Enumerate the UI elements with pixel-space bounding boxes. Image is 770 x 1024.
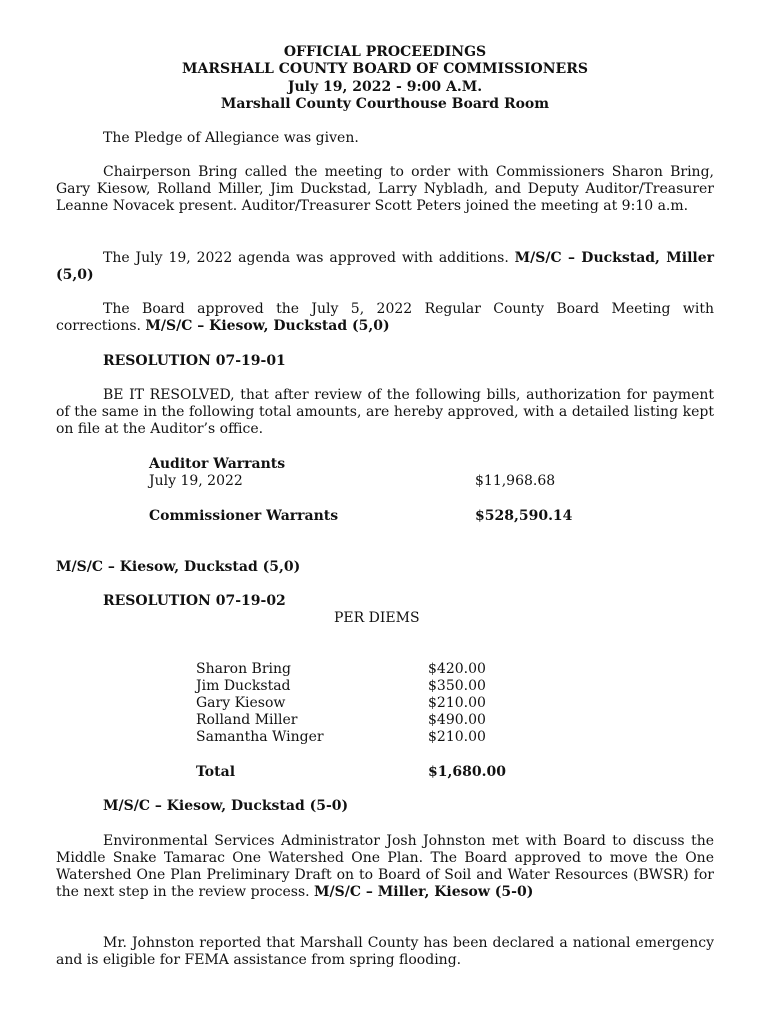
pledge-paragraph: The Pledge of Allegiance was given. xyxy=(103,130,359,146)
per-diem-name: Gary Kiesow xyxy=(196,695,286,711)
resolution-1-motion: M/S/C – Kiesow, Duckstad (5,0) xyxy=(56,559,301,575)
resolution-2-motion: M/S/C – Kiesow, Duckstad (5-0) xyxy=(103,798,349,814)
per-diem-name: Jim Duckstad xyxy=(196,678,291,694)
commissioner-warrants-label: Commissioner Warrants xyxy=(149,508,339,524)
agenda-paragraph xyxy=(56,250,714,284)
agenda-motion: M/S/C – Duckstad, Miller (5,0) xyxy=(56,250,714,283)
per-diem-name: Sharon Bring xyxy=(196,661,291,677)
header-title: OFFICIAL PROCEEDINGS xyxy=(283,44,487,60)
auditor-warrants-heading: Auditor Warrants xyxy=(149,456,286,472)
minutes-motion: M/S/C – Kiesow, Duckstad (5,0) xyxy=(145,318,390,334)
agenda-text: The July 19, 2022 agenda was approved with additions. xyxy=(103,250,515,266)
watershed-motion: M/S/C – Miller, Kiesow (5-0) xyxy=(314,884,534,900)
per-diem-name: Rolland Miller xyxy=(196,712,298,728)
header-location: Marshall County Courthouse Board Room xyxy=(220,95,550,112)
resolution-2-title: RESOLUTION 07-19-02 xyxy=(103,593,286,609)
per-diems-heading: PER DIEMS xyxy=(334,610,420,626)
watershed-text: Environmental Services Administrator Josh Johnston met with Board to discuss the Middle Snake Tamarac One Watershed One Plan. The Board approved to move the One Watershed One Plan Preliminary Draft on to Board of Soil and Water Resources (BWSR) for the next step in the review process. xyxy=(56,833,714,900)
fema-paragraph: Mr. Johnston reported that Marshall County has been declared a national emergency and is eligible for FEMA assistance from spring flooding. xyxy=(56,935,714,968)
auditor-warrants-date: July 19, 2022 xyxy=(149,473,243,489)
minutes-text: The Board approved the July 5, 2022 Regular County Board Meeting with corrections. xyxy=(56,301,714,334)
per-diem-amount: $210.00 xyxy=(428,729,486,745)
per-diem-amount: $420.00 xyxy=(428,661,486,677)
watershed-paragraph xyxy=(56,833,714,901)
auditor-warrants-amount: $11,968.68 xyxy=(475,473,556,489)
header-board-name: MARSHALL COUNTY BOARD OF COMMISSIONERS xyxy=(182,61,588,78)
per-diem-name: Samantha Winger xyxy=(196,729,324,745)
call-to-order-paragraph: Chairperson Bring called the meeting to order with Commissioners Sharon Bring, Gary Kiesow, Rolland Miller, Jim Duckstad, Larry Nybladh, and Deputy Auditor/Treasurer Leanne Novacek present. Auditor/Treasurer Scott Peters joined the meeting at 9:10 a.m. xyxy=(56,164,714,214)
per-diem-amount: $350.00 xyxy=(428,678,486,694)
header-date-time: July 19, 2022 - 9:00 A.M. xyxy=(287,78,483,95)
per-diem-total-amount: $1,680.00 xyxy=(428,764,506,780)
per-diem-amount: $490.00 xyxy=(428,712,486,728)
per-diem-amount: $210.00 xyxy=(428,695,486,711)
per-diem-total-label: Total xyxy=(196,764,236,780)
commissioner-warrants-amount: $528,590.14 xyxy=(475,508,573,524)
document-header xyxy=(56,44,714,113)
resolution-1-text: BE IT RESOLVED, that after review of the following bills, authorization for payment of the same in the following total amounts, are hereby approved, with a detailed listing kept on file at the Auditor’s office. xyxy=(56,387,714,437)
resolution-1-title: RESOLUTION 07-19-01 xyxy=(103,353,286,369)
minutes-paragraph xyxy=(56,301,714,335)
